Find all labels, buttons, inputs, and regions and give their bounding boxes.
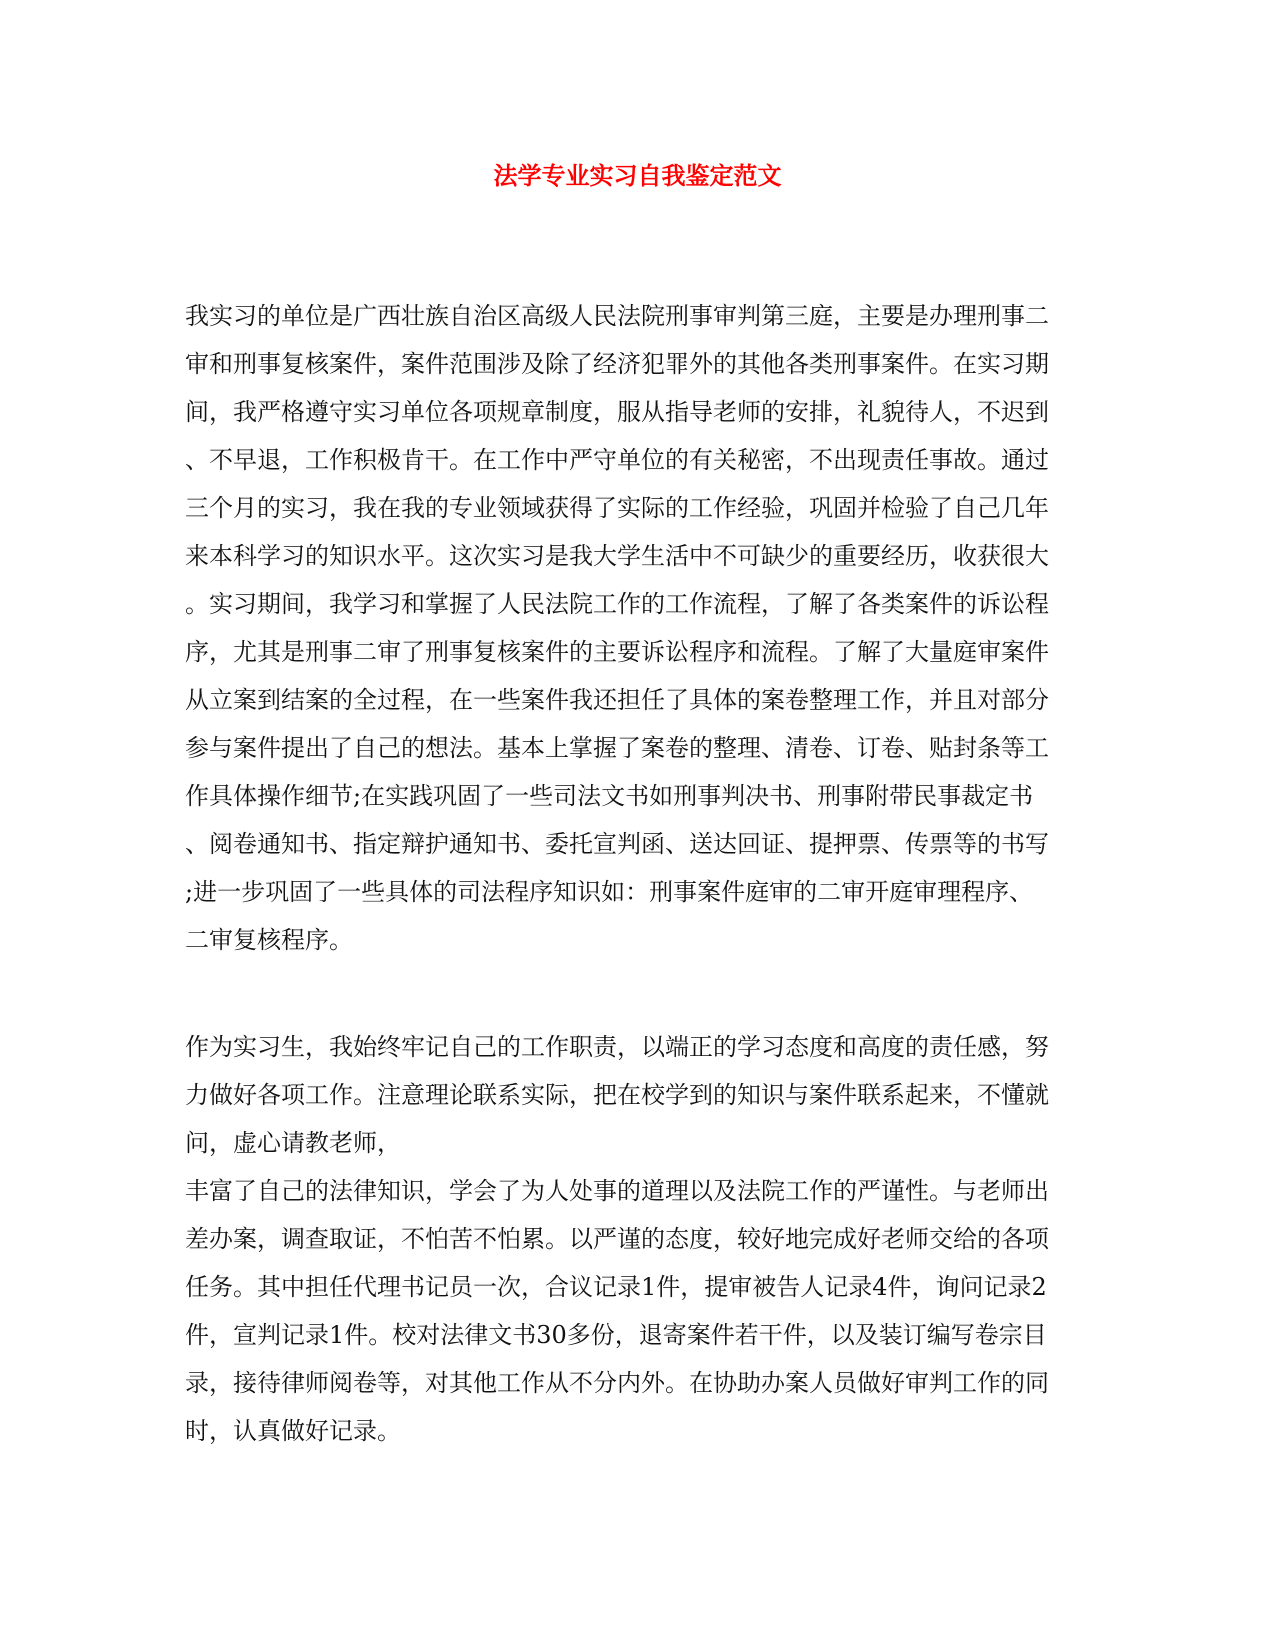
paragraph-line: 差办案，调查取证，不怕苦不怕累。以严谨的态度，较好地完成好老师交给的各项 bbox=[185, 1225, 1049, 1253]
paragraph-line: ;进一步巩固了一些具体的司法程序知识如：刑事案件庭审的二审开庭审理程序、 bbox=[185, 878, 1034, 906]
paragraph-line: 二审复核程序。 bbox=[185, 926, 353, 954]
paragraph-line: 任务。其中担任代理书记员一次，合议记录1件，提审被告人记录4件，询问记录2 bbox=[185, 1273, 1047, 1301]
paragraph-line: 序，尤其是刑事二审了刑事复核案件的主要诉讼程序和流程。了解了大量庭审案件 bbox=[185, 638, 1049, 666]
paragraph-line: 我实习的单位是广西壮族自治区高级人民法院刑事审判第三庭，主要是办理刑事二 bbox=[185, 302, 1049, 330]
paragraph-line: 、阅卷通知书、指定辩护通知书、委托宣判函、送达回证、提押票、传票等的书写 bbox=[185, 830, 1049, 858]
paragraph-line: 作具体操作细节;在实践巩固了一些司法文书如刑事判决书、刑事附带民事裁定书 bbox=[185, 782, 1034, 810]
paragraph-line: 件，宣判记录1件。校对法律文书30多份，退寄案件若干件，以及装订编写卷宗目 bbox=[185, 1321, 1047, 1349]
paragraph-line: 来本科学习的知识水平。这次实习是我大学生活中不可缺少的重要经历，收获很大 bbox=[185, 542, 1049, 570]
paragraph-line: 丰富了自己的法律知识，学会了为人处事的道理以及法院工作的严谨性。与老师出 bbox=[185, 1177, 1049, 1205]
paragraph-line: 作为实习生，我始终牢记自己的工作职责，以端正的学习态度和高度的责任感，努 bbox=[185, 1033, 1049, 1061]
paragraph-line: 力做好各项工作。注意理论联系实际，把在校学到的知识与案件联系起来，不懂就 bbox=[185, 1081, 1049, 1109]
document-title: 法学专业实习自我鉴定范文 bbox=[493, 161, 782, 190]
paragraph-line: 审和刑事复核案件，案件范围涉及除了经济犯罪外的其他各类刑事案件。在实习期 bbox=[185, 350, 1049, 378]
body-paragraph-2 bbox=[185, 1023, 1085, 1455]
paragraph-line: 时，认真做好记录。 bbox=[185, 1417, 401, 1445]
paragraph-line: 、不早退，工作积极肯干。在工作中严守单位的有关秘密，不出现责任事故。通过 bbox=[185, 446, 1049, 474]
paragraph-line: 从立案到结案的全过程，在一些案件我还担任了具体的案卷整理工作，并且对部分 bbox=[185, 686, 1049, 714]
paragraph-line: 。实习期间，我学习和掌握了人民法院工作的工作流程，了解了各类案件的诉讼程 bbox=[185, 590, 1049, 618]
paragraph-line: 三个月的实习，我在我的专业领域获得了实际的工作经验，巩固并检验了自己几年 bbox=[185, 494, 1049, 522]
body-paragraph-1 bbox=[185, 292, 1085, 964]
paragraph-line: 间，我严格遵守实习单位各项规章制度，服从指导老师的安排，礼貌待人，不迟到 bbox=[185, 398, 1049, 426]
paragraph-line: 问，虚心请教老师， bbox=[185, 1129, 401, 1157]
paragraph-line: 参与案件提出了自己的想法。基本上掌握了案卷的整理、清卷、订卷、贴封条等工 bbox=[185, 734, 1049, 762]
paragraph-line: 录，接待律师阅卷等，对其他工作从不分内外。在协助办案人员做好审判工作的同 bbox=[185, 1369, 1049, 1397]
